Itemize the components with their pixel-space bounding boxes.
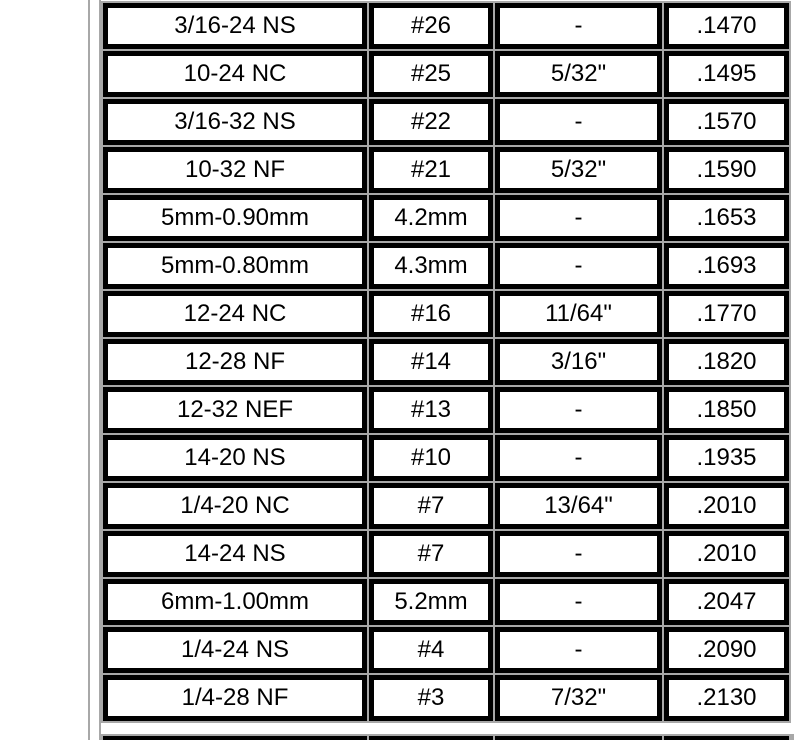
drill-number-cell: #16 <box>369 291 493 337</box>
drill-number-cell: #10 <box>369 435 493 481</box>
table-row <box>103 3 789 49</box>
table-row <box>103 435 789 481</box>
decimal-cell: .1590 <box>664 147 789 193</box>
drill-number-cell: #13 <box>369 387 493 433</box>
table-row <box>103 291 789 337</box>
decimal-cell: .1850 <box>664 387 789 433</box>
drill-number-cell: #22 <box>369 99 493 145</box>
decimal-cell: .2010 <box>664 483 789 529</box>
decimal-cell: .2090 <box>664 627 789 673</box>
fraction-cell: - <box>495 531 662 577</box>
drill-number-cell: #7 <box>369 483 493 529</box>
decimal-cell: .2130 <box>664 675 789 721</box>
decimal-cell: .1470 <box>664 3 789 49</box>
fraction-cell: 11/64" <box>495 291 662 337</box>
decimal-cell: .1935 <box>664 435 789 481</box>
thread-size-cell: 1/4-20 NC <box>103 483 367 529</box>
fraction-cell: 3/16" <box>495 339 662 385</box>
thread-size-cell: 3/16-32 NS <box>103 99 367 145</box>
decimal-cell: .2010 <box>664 531 789 577</box>
fraction-cell: - <box>495 243 662 289</box>
tap-drill-table <box>101 1 791 723</box>
drill-number-cell: #7 <box>369 531 493 577</box>
fraction-cell: - <box>495 195 662 241</box>
drill-number-cell: 4.2mm <box>369 195 493 241</box>
thread-size-cell: 10-32 NF <box>103 147 367 193</box>
fraction-cell: 5/32" <box>495 51 662 97</box>
table-row <box>103 483 789 529</box>
drill-number-cell: #14 <box>369 339 493 385</box>
table-row <box>103 675 789 721</box>
table-row <box>103 99 789 145</box>
thread-size-cell: 6mm-1.00mm <box>103 579 367 625</box>
thread-size-cell: 5mm-0.80mm <box>103 243 367 289</box>
table-row <box>103 387 789 433</box>
drill-number-cell: #26 <box>369 3 493 49</box>
table-row <box>103 339 789 385</box>
table-row <box>103 579 789 625</box>
table-row <box>103 627 789 673</box>
table-row <box>103 147 789 193</box>
thread-size-cell: 14-24 NS <box>103 531 367 577</box>
thread-size-cell: 5mm-0.90mm <box>103 195 367 241</box>
table-row <box>103 243 789 289</box>
thread-size-cell: 14-20 NS <box>103 435 367 481</box>
fraction-cell: - <box>495 99 662 145</box>
thread-size-cell: 1/4-28 NF <box>103 675 367 721</box>
drill-number-cell: #4 <box>369 627 493 673</box>
drill-number-cell: 4.3mm <box>369 243 493 289</box>
fraction-cell: 7/32" <box>495 675 662 721</box>
fraction-cell: - <box>495 579 662 625</box>
fraction-cell: - <box>495 3 662 49</box>
drill-number-cell: #25 <box>369 51 493 97</box>
table-outer-border <box>88 0 90 740</box>
drill-number-cell: 5.2mm <box>369 579 493 625</box>
decimal-cell: .1770 <box>664 291 789 337</box>
thread-size-cell: 1/4-24 NS <box>103 627 367 673</box>
thread-size-cell: 12-32 NEF <box>103 387 367 433</box>
drill-number-cell: #21 <box>369 147 493 193</box>
fraction-cell: - <box>495 435 662 481</box>
decimal-cell: .1693 <box>664 243 789 289</box>
thread-size-cell: 10-24 NC <box>103 51 367 97</box>
decimal-cell: .1495 <box>664 51 789 97</box>
thread-size-cell: 3/16-24 NS <box>103 3 367 49</box>
table-row <box>103 531 789 577</box>
decimal-cell: .1820 <box>664 339 789 385</box>
fraction-cell: - <box>495 627 662 673</box>
fraction-cell: 5/32" <box>495 147 662 193</box>
drill-number-cell: #3 <box>369 675 493 721</box>
table-row <box>103 195 789 241</box>
thread-size-cell: 12-24 NC <box>103 291 367 337</box>
decimal-cell: .1570 <box>664 99 789 145</box>
table-row <box>103 51 789 97</box>
fraction-cell: - <box>495 387 662 433</box>
fraction-cell: 13/64" <box>495 483 662 529</box>
decimal-cell: .1653 <box>664 195 789 241</box>
decimal-cell: .2047 <box>664 579 789 625</box>
next-row-partial <box>101 734 794 740</box>
thread-size-cell: 12-28 NF <box>103 339 367 385</box>
